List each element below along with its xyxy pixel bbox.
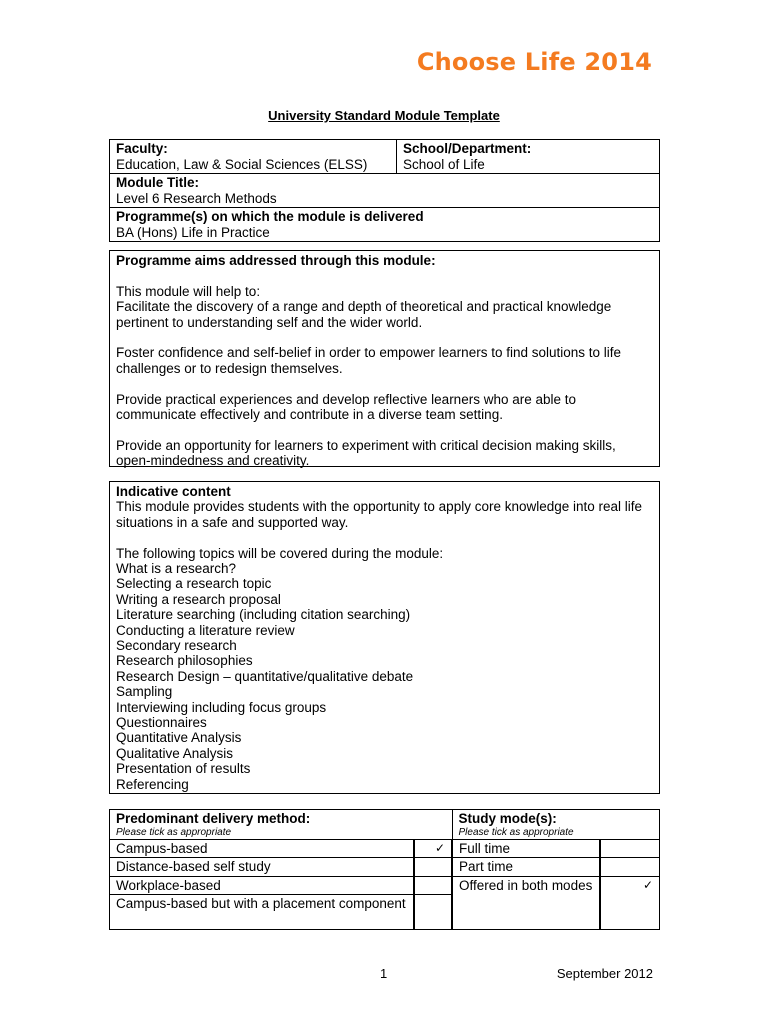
- indicative-content-box: [109, 481, 660, 794]
- study-checkbox[interactable]: ✓: [600, 876, 660, 930]
- study-heading-cell: [452, 810, 660, 840]
- programme-value: BA (Hons) Life in Practice: [116, 224, 270, 240]
- delivery-checkbox[interactable]: ✓: [414, 839, 452, 858]
- delivery-checkbox[interactable]: [414, 895, 452, 930]
- programme-label: Programme(s) on which the module is delivered: [116, 209, 424, 224]
- topic-item: Research Design – quantitative/qualitative debate: [116, 668, 414, 684]
- content-intro: This module provides students with the opportunity to apply core knowledge into real life situations in a safe and supported way.: [116, 499, 643, 530]
- topic-item: Writing a research proposal: [116, 591, 281, 607]
- aims-item: Provide practical experiences and develop reflective learners who are able to communicate effectively and contribute in a diverse team setting.: [116, 391, 577, 423]
- study-hint: Please tick as appropriate: [458, 826, 574, 838]
- delivery-hint: Please tick as appropriate: [116, 826, 232, 838]
- topic-item: Referencing: [116, 776, 189, 792]
- delivery-option-label: Campus-based: [110, 839, 415, 858]
- delivery-study-table: [109, 809, 660, 930]
- faculty-label: Faculty:: [116, 141, 168, 156]
- delivery-heading: Predominant delivery method:: [116, 811, 311, 826]
- school-cell: [397, 140, 660, 174]
- delivery-checkbox[interactable]: [414, 876, 452, 895]
- topic-item: Qualitative Analysis: [116, 745, 234, 761]
- aims-item: Foster confidence and self-belief in order to empower learners to find solutions to life challenges or to redesign themselves.: [116, 345, 622, 376]
- module-title-value: Level 6 Research Methods: [116, 190, 277, 206]
- content-heading: Indicative content: [116, 484, 231, 499]
- aims-item: Facilitate the discovery of a range and depth of theoretical and practical knowledge pertinent to understanding self and the wider world.: [116, 299, 612, 330]
- topic-item: Research philosophies: [116, 653, 253, 669]
- topic-item: Sampling: [116, 684, 173, 700]
- study-option-label: Part time: [452, 858, 600, 877]
- study-checkbox[interactable]: [600, 839, 660, 858]
- module-title-cell: [110, 174, 660, 208]
- programme-aims-box: [109, 250, 660, 467]
- topic-item: Literature searching (including citation searching): [116, 607, 411, 623]
- delivery-heading-cell: [110, 810, 453, 840]
- aims-heading: Programme aims addressed through this module:: [116, 253, 436, 268]
- topic-item: Interviewing including focus groups: [116, 699, 327, 715]
- delivery-option-label: Campus-based but with a placement component: [110, 895, 415, 930]
- programme-cell: [110, 208, 660, 242]
- topic-item: Presentation of results: [116, 761, 251, 777]
- topic-item: Quantitative Analysis: [116, 730, 242, 746]
- topic-item: Conducting a literature review: [116, 622, 295, 638]
- topic-item: Secondary research: [116, 638, 237, 654]
- aims-intro: This module will help to:: [116, 283, 261, 299]
- aims-item: Provide an opportunity for learners to experiment with critical decision making skills, open-mindedness and creativity.: [116, 437, 616, 469]
- faculty-cell: [110, 140, 397, 174]
- topics-intro: The following topics will be covered during the module:: [116, 545, 444, 561]
- topic-item: Questionnaires: [116, 715, 207, 731]
- study-heading: Study mode(s):: [458, 811, 557, 826]
- delivery-option-label: Workplace-based: [110, 876, 415, 895]
- topic-item: Selecting a research topic: [116, 576, 272, 592]
- footer-date: September 2012: [556, 966, 653, 981]
- faculty-value: Education, Law & Social Sciences (ELSS): [116, 156, 368, 172]
- school-value: School of Life: [403, 156, 485, 172]
- delivery-checkbox[interactable]: [414, 858, 452, 877]
- school-label: School/Department:: [403, 141, 532, 156]
- study-option-label: Full time: [452, 839, 600, 858]
- study-option-label: Offered in both modes: [452, 876, 600, 930]
- module-title-label: Module Title:: [116, 175, 199, 190]
- delivery-option-label: Distance-based self study: [110, 858, 415, 877]
- module-info-table: [109, 139, 660, 242]
- brand-title: Choose Life 2014: [416, 48, 652, 76]
- study-checkbox[interactable]: [600, 858, 660, 877]
- topic-item: What is a research?: [116, 561, 237, 577]
- document-title: University Standard Module Template: [268, 108, 500, 123]
- page-number: 1: [380, 966, 388, 981]
